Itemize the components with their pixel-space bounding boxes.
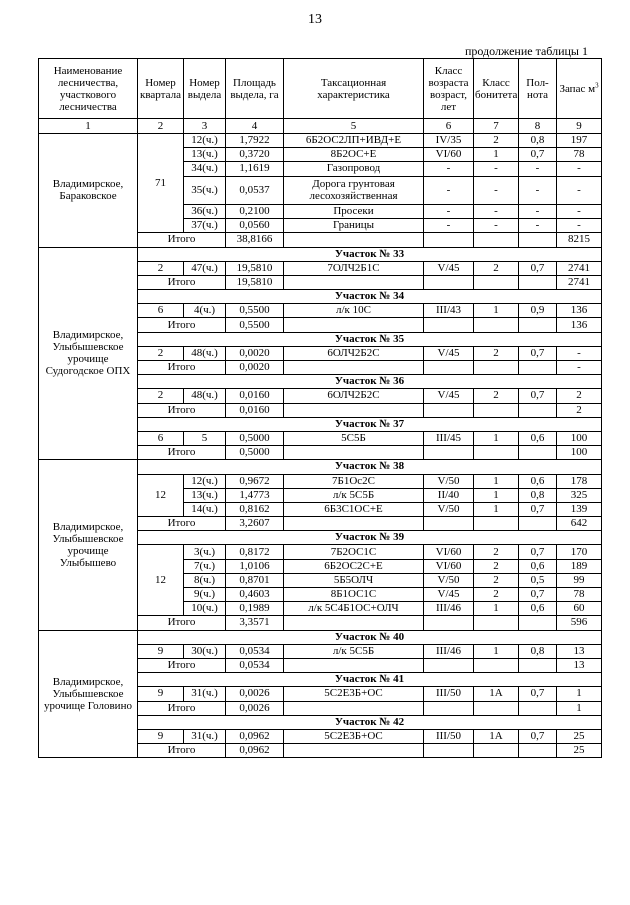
density-cell: 0,5	[519, 573, 557, 587]
total-area: 19,5810	[226, 275, 284, 289]
total-empty-density	[519, 318, 557, 332]
quarter-cell: 6	[138, 304, 184, 318]
area-cell: 1,4773	[226, 488, 284, 502]
table-row	[39, 134, 602, 148]
density-cell: 0,7	[519, 729, 557, 743]
density-cell: 0,7	[519, 545, 557, 559]
total-empty-age	[424, 361, 474, 375]
header-stock-label: Запас м	[559, 82, 596, 95]
quarter-cell: 12	[138, 474, 184, 517]
total-empty-age	[424, 446, 474, 460]
header-quarter: Номер квартала	[138, 59, 184, 119]
taxation-cell: л/к 10С	[284, 304, 424, 318]
taxation-cell: Просеки	[284, 204, 424, 218]
plot-cell: 48(ч.)	[184, 389, 226, 403]
bonitet-cell: -	[474, 176, 519, 204]
section-title: Участок № 39	[138, 531, 602, 545]
plot-cell: 12(ч.)	[184, 134, 226, 148]
plot-cell: 30(ч.)	[184, 644, 226, 658]
bonitet-cell: 1	[474, 488, 519, 502]
area-cell: 0,0962	[226, 729, 284, 743]
stock-cell: 99	[557, 573, 602, 587]
age-cell: III/50	[424, 687, 474, 701]
density-cell: 0,9	[519, 304, 557, 318]
bonitet-cell: -	[474, 162, 519, 176]
area-cell: 0,0537	[226, 176, 284, 204]
plot-cell: 12(ч.)	[184, 474, 226, 488]
total-label: Итого	[138, 403, 226, 417]
header-row	[39, 59, 602, 119]
total-empty-bonitet	[474, 361, 519, 375]
total-label: Итого	[138, 701, 226, 715]
total-empty-bonitet	[474, 275, 519, 289]
forestry-name-cell: Владимирское, Улыбышевское урочище Улыбышево	[39, 460, 138, 630]
taxation-cell: л/к 5С5Б	[284, 644, 424, 658]
column-number: 9	[557, 119, 602, 134]
total-empty-bonitet	[474, 318, 519, 332]
total-area: 38,8166	[226, 233, 284, 247]
column-number: 7	[474, 119, 519, 134]
taxation-cell: 5С5Б	[284, 431, 424, 445]
taxation-cell: Границы	[284, 219, 424, 233]
stock-cell: 60	[557, 602, 602, 616]
taxation-cell: 6Б3С1ОС+Е	[284, 502, 424, 516]
total-area: 3,3571	[226, 616, 284, 630]
taxation-cell: 7Б2ОС1С	[284, 545, 424, 559]
density-cell: 0,7	[519, 389, 557, 403]
total-area: 0,0020	[226, 361, 284, 375]
plot-cell: 14(ч.)	[184, 502, 226, 516]
stock-cell: -	[557, 204, 602, 218]
age-cell: -	[424, 204, 474, 218]
section-title: Участок № 41	[138, 673, 602, 687]
quarter-cell: 2	[138, 261, 184, 275]
forest-table	[38, 58, 602, 758]
total-stock: 13	[557, 658, 602, 672]
area-cell: 0,0026	[226, 687, 284, 701]
section-row	[39, 247, 602, 261]
page-number: 13	[308, 12, 322, 27]
total-empty-bonitet	[474, 744, 519, 758]
bonitet-cell: 1	[474, 304, 519, 318]
plot-cell: 13(ч.)	[184, 488, 226, 502]
stock-cell: 1	[557, 687, 602, 701]
total-empty-taxation	[284, 701, 424, 715]
age-cell: VI/60	[424, 545, 474, 559]
area-cell: 0,5500	[226, 304, 284, 318]
total-empty-density	[519, 701, 557, 715]
total-stock: -	[557, 361, 602, 375]
total-empty-taxation	[284, 517, 424, 531]
header-age-class: Класс возраста возраст, лет	[424, 59, 474, 119]
taxation-cell: 5С2Е3Б+ОС	[284, 687, 424, 701]
total-stock: 1	[557, 701, 602, 715]
total-empty-taxation	[284, 616, 424, 630]
total-empty-age	[424, 744, 474, 758]
total-empty-bonitet	[474, 403, 519, 417]
age-cell: III/50	[424, 729, 474, 743]
total-area: 0,5000	[226, 446, 284, 460]
header-stock	[557, 59, 602, 119]
taxation-cell: 8Б1ОС1С	[284, 588, 424, 602]
total-area: 0,0534	[226, 658, 284, 672]
age-cell: -	[424, 176, 474, 204]
quarter-cell: 9	[138, 644, 184, 658]
stock-cell: 170	[557, 545, 602, 559]
total-empty-density	[519, 233, 557, 247]
age-cell: III/46	[424, 644, 474, 658]
total-empty-density	[519, 744, 557, 758]
taxation-cell: Дорога грунтовая лесохозяйственная	[284, 176, 424, 204]
total-label: Итого	[138, 446, 226, 460]
table-body	[39, 134, 602, 758]
bonitet-cell: -	[474, 204, 519, 218]
total-empty-taxation	[284, 403, 424, 417]
section-title: Участок № 36	[138, 375, 602, 389]
area-cell: 0,9672	[226, 474, 284, 488]
plot-cell: 47(ч.)	[184, 261, 226, 275]
total-empty-bonitet	[474, 233, 519, 247]
density-cell: 0,7	[519, 588, 557, 602]
section-row	[39, 630, 602, 644]
age-cell: III/46	[424, 602, 474, 616]
bonitet-cell: 1	[474, 148, 519, 162]
column-number: 2	[138, 119, 184, 134]
plot-cell: 13(ч.)	[184, 148, 226, 162]
taxation-cell: 6ОЛЧ2Б2С	[284, 389, 424, 403]
total-empty-bonitet	[474, 517, 519, 531]
total-empty-age	[424, 233, 474, 247]
taxation-cell: л/к 5С5Б	[284, 488, 424, 502]
area-cell: 0,5000	[226, 431, 284, 445]
total-label: Итого	[138, 616, 226, 630]
stock-cell: -	[557, 219, 602, 233]
area-cell: 0,4603	[226, 588, 284, 602]
taxation-cell: 7ОЛЧ2Б1С	[284, 261, 424, 275]
total-empty-age	[424, 275, 474, 289]
total-empty-taxation	[284, 361, 424, 375]
total-empty-taxation	[284, 446, 424, 460]
density-cell: 0,8	[519, 134, 557, 148]
density-cell: 0,6	[519, 602, 557, 616]
total-empty-density	[519, 446, 557, 460]
density-cell: 0,7	[519, 261, 557, 275]
forestry-name-cell: Владимирское, Улыбышевское урочище Судогодское ОПХ	[39, 247, 138, 460]
area-cell: 0,0560	[226, 219, 284, 233]
total-empty-taxation	[284, 275, 424, 289]
age-cell: V/45	[424, 389, 474, 403]
bonitet-cell: -	[474, 219, 519, 233]
area-cell: 0,2100	[226, 204, 284, 218]
stock-cell: -	[557, 176, 602, 204]
section-title: Участок № 34	[138, 290, 602, 304]
plot-cell: 9(ч.)	[184, 588, 226, 602]
plot-cell: 10(ч.)	[184, 602, 226, 616]
bonitet-cell: 2	[474, 559, 519, 573]
plot-cell: 7(ч.)	[184, 559, 226, 573]
section-title: Участок № 38	[138, 460, 602, 474]
bonitet-cell: 2	[474, 545, 519, 559]
density-cell: 0,6	[519, 474, 557, 488]
area-cell: 1,7922	[226, 134, 284, 148]
plot-cell: 36(ч.)	[184, 204, 226, 218]
section-title: Участок № 37	[138, 417, 602, 431]
bonitet-cell: 1	[474, 474, 519, 488]
section-title: Участок № 40	[138, 630, 602, 644]
density-cell: -	[519, 176, 557, 204]
taxation-cell: 6Б2ОС2ЛП+ИВД+Е	[284, 134, 424, 148]
bonitet-cell: 2	[474, 346, 519, 360]
total-label: Итого	[138, 517, 226, 531]
plot-cell: 4(ч.)	[184, 304, 226, 318]
column-number: 4	[226, 119, 284, 134]
total-stock: 642	[557, 517, 602, 531]
stock-cell: 178	[557, 474, 602, 488]
header-bonitet: Класс бонитета	[474, 59, 519, 119]
bonitet-cell: 1	[474, 602, 519, 616]
column-number: 6	[424, 119, 474, 134]
bonitet-cell: 2	[474, 134, 519, 148]
total-area: 0,5500	[226, 318, 284, 332]
bonitet-cell: 1	[474, 431, 519, 445]
age-cell: II/40	[424, 488, 474, 502]
total-label: Итого	[138, 275, 226, 289]
density-cell: 0,7	[519, 687, 557, 701]
column-number: 5	[284, 119, 424, 134]
age-cell: VI/60	[424, 148, 474, 162]
stock-cell: 78	[557, 588, 602, 602]
plot-cell: 8(ч.)	[184, 573, 226, 587]
bonitet-cell: 2	[474, 389, 519, 403]
age-cell: -	[424, 162, 474, 176]
age-cell: V/50	[424, 474, 474, 488]
column-number: 1	[39, 119, 138, 134]
area-cell: 0,8701	[226, 573, 284, 587]
total-stock: 596	[557, 616, 602, 630]
total-area: 3,2607	[226, 517, 284, 531]
total-stock: 136	[557, 318, 602, 332]
age-cell: V/45	[424, 346, 474, 360]
age-cell: III/43	[424, 304, 474, 318]
total-empty-age	[424, 318, 474, 332]
header-forestry: Наименование лесничества, участкового лесничества	[39, 59, 138, 119]
taxation-cell: 6Б2ОС2С+Е	[284, 559, 424, 573]
total-empty-age	[424, 517, 474, 531]
density-cell: -	[519, 162, 557, 176]
density-cell: 0,6	[519, 559, 557, 573]
area-cell: 0,1989	[226, 602, 284, 616]
area-cell: 0,0020	[226, 346, 284, 360]
taxation-cell: 6ОЛЧ2Б2С	[284, 346, 424, 360]
area-cell: 0,3720	[226, 148, 284, 162]
area-cell: 0,8162	[226, 502, 284, 516]
plot-cell: 48(ч.)	[184, 346, 226, 360]
bonitet-cell: 1	[474, 644, 519, 658]
density-cell: 0,8	[519, 644, 557, 658]
density-cell: 0,8	[519, 488, 557, 502]
age-cell: V/50	[424, 573, 474, 587]
taxation-cell: Газопровод	[284, 162, 424, 176]
taxation-cell: 8Б2ОС+Е	[284, 148, 424, 162]
taxation-cell: л/к 5С4Б1ОС+ОЛЧ	[284, 602, 424, 616]
column-number: 8	[519, 119, 557, 134]
density-cell: 0,7	[519, 346, 557, 360]
total-empty-age	[424, 701, 474, 715]
section-title: Участок № 33	[138, 247, 602, 261]
section-title: Участок № 35	[138, 332, 602, 346]
quarter-cell: 2	[138, 389, 184, 403]
total-stock: 8215	[557, 233, 602, 247]
total-stock: 100	[557, 446, 602, 460]
age-cell: III/45	[424, 431, 474, 445]
total-empty-age	[424, 403, 474, 417]
density-cell: 0,7	[519, 502, 557, 516]
header-density: Пол-нота	[519, 59, 557, 119]
plot-cell: 37(ч.)	[184, 219, 226, 233]
section-row	[39, 460, 602, 474]
total-empty-bonitet	[474, 616, 519, 630]
age-cell: IV/35	[424, 134, 474, 148]
plot-cell: 31(ч.)	[184, 729, 226, 743]
total-empty-bonitet	[474, 658, 519, 672]
area-cell: 0,0534	[226, 644, 284, 658]
bonitet-cell: 1А	[474, 729, 519, 743]
bonitet-cell: 2	[474, 573, 519, 587]
quarter-cell: 9	[138, 687, 184, 701]
age-cell: V/45	[424, 588, 474, 602]
header-area: Площадь выдела, га	[226, 59, 284, 119]
stock-cell: -	[557, 346, 602, 360]
taxation-cell: 5Б5ОЛЧ	[284, 573, 424, 587]
total-empty-density	[519, 658, 557, 672]
total-label: Итого	[138, 744, 226, 758]
age-cell: VI/60	[424, 559, 474, 573]
age-cell: V/45	[424, 261, 474, 275]
plot-cell: 5	[184, 431, 226, 445]
plot-cell: 3(ч.)	[184, 545, 226, 559]
total-empty-taxation	[284, 318, 424, 332]
stock-cell: 25	[557, 729, 602, 743]
area-cell: 1,0106	[226, 559, 284, 573]
age-cell: -	[424, 219, 474, 233]
total-label: Итого	[138, 361, 226, 375]
total-empty-density	[519, 517, 557, 531]
area-cell: 0,8172	[226, 545, 284, 559]
total-empty-density	[519, 403, 557, 417]
plot-cell: 35(ч.)	[184, 176, 226, 204]
total-area: 0,0160	[226, 403, 284, 417]
stock-cell: 197	[557, 134, 602, 148]
area-cell: 0,0160	[226, 389, 284, 403]
total-stock: 2741	[557, 275, 602, 289]
total-area: 0,0962	[226, 744, 284, 758]
total-empty-taxation	[284, 658, 424, 672]
forestry-name-cell: Владимирское, Бараковское	[39, 134, 138, 248]
total-empty-density	[519, 275, 557, 289]
stock-cell: 13	[557, 644, 602, 658]
column-number-row	[39, 119, 602, 134]
total-area: 0,0026	[226, 701, 284, 715]
total-empty-bonitet	[474, 446, 519, 460]
stock-cell: 325	[557, 488, 602, 502]
section-title: Участок № 42	[138, 715, 602, 729]
bonitet-cell: 2	[474, 588, 519, 602]
bonitet-cell: 1	[474, 502, 519, 516]
total-empty-taxation	[284, 744, 424, 758]
total-empty-age	[424, 658, 474, 672]
stock-cell: 139	[557, 502, 602, 516]
quarter-cell: 2	[138, 346, 184, 360]
total-empty-density	[519, 361, 557, 375]
stock-cell: 189	[557, 559, 602, 573]
total-label: Итого	[138, 318, 226, 332]
area-cell: 19,5810	[226, 261, 284, 275]
stock-cell: 100	[557, 431, 602, 445]
total-empty-density	[519, 616, 557, 630]
density-cell: -	[519, 204, 557, 218]
density-cell: 0,7	[519, 148, 557, 162]
quarter-cell: 6	[138, 431, 184, 445]
total-stock: 25	[557, 744, 602, 758]
total-label: Итого	[138, 233, 226, 247]
total-empty-bonitet	[474, 701, 519, 715]
total-label: Итого	[138, 658, 226, 672]
plot-cell: 34(ч.)	[184, 162, 226, 176]
stock-cell: 2	[557, 389, 602, 403]
bonitet-cell: 2	[474, 261, 519, 275]
age-cell: V/50	[424, 502, 474, 516]
taxation-cell: 7Б1Ос2С	[284, 474, 424, 488]
taxation-cell: 5С2Е3Б+ОС	[284, 729, 424, 743]
bonitet-cell: 1А	[474, 687, 519, 701]
header-taxation: Таксационная характеристика	[284, 59, 424, 119]
quarter-cell: 71	[138, 134, 184, 233]
quarter-cell: 12	[138, 545, 184, 616]
total-empty-taxation	[284, 233, 424, 247]
forestry-name-cell: Владимирское, Улыбышевское урочище Головино	[39, 630, 138, 758]
continuation-label: продолжение таблицы 1	[464, 44, 588, 58]
header-stock-sup: 3	[595, 80, 599, 89]
density-cell: 0,6	[519, 431, 557, 445]
stock-cell: 2741	[557, 261, 602, 275]
plot-cell: 31(ч.)	[184, 687, 226, 701]
stock-cell: -	[557, 162, 602, 176]
stock-cell: 78	[557, 148, 602, 162]
stock-cell: 136	[557, 304, 602, 318]
total-empty-age	[424, 616, 474, 630]
density-cell: -	[519, 219, 557, 233]
total-stock: 2	[557, 403, 602, 417]
header-plot-number: Номер выдела	[184, 59, 226, 119]
quarter-cell: 9	[138, 729, 184, 743]
area-cell: 1,1619	[226, 162, 284, 176]
column-number: 3	[184, 119, 226, 134]
